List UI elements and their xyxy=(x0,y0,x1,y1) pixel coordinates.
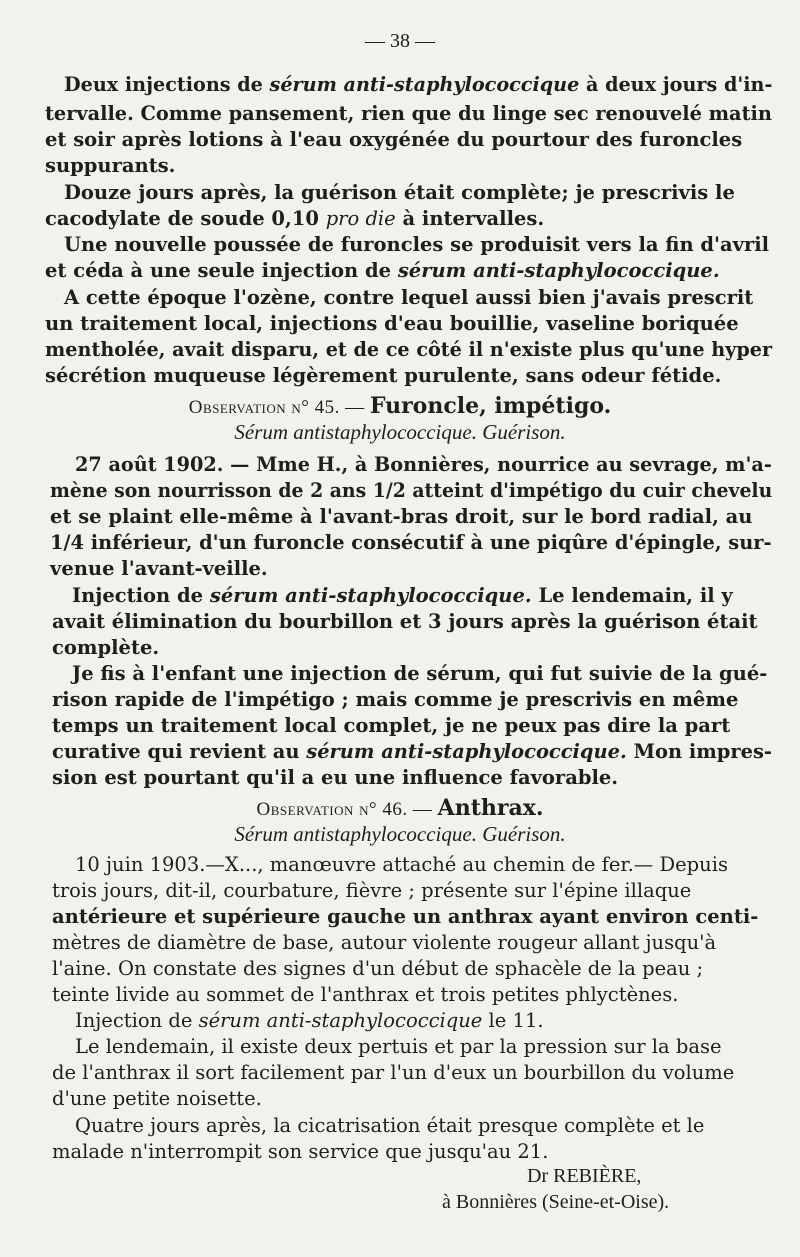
text-line: malade n'interrompit son service que jusqu'au 21. xyxy=(52,1140,549,1163)
text-line xyxy=(45,206,544,232)
italic-text: pro die xyxy=(325,207,396,230)
text: Mon impres- xyxy=(626,740,772,763)
signature-name: Dr REBIÈRE, xyxy=(527,1165,642,1187)
text-line: sion est pourtant qu'il a eu une influence favorable. xyxy=(52,766,619,789)
observation-label: Observation n° 46. — xyxy=(256,799,438,820)
italic-text: sérum anti-staphylococcique. xyxy=(397,259,720,282)
text-line: Une nouvelle poussée de furoncles se produisit vers la fin d'avril xyxy=(64,233,770,256)
text-line: 1/4 inférieur, d'un furoncle consécutif à une piqûre d'épingle, sur- xyxy=(50,531,772,554)
text-line: l'aine. On constate des signes d'un début de sphacèle de la peau ; xyxy=(52,957,704,980)
text-line: mène son nourrisson de 2 ans 1/2 atteint d'impétigo du cuir chevelu xyxy=(50,479,773,502)
text-line: suppurants. xyxy=(45,154,176,177)
observation-title: Furoncle, impétigo. xyxy=(369,393,612,419)
text-line: mentholée, avait disparu, et de ce côté il n'existe plus qu'une hyper xyxy=(45,338,773,361)
observation-subtitle: Sérum antistaphylococcique. Guérison. xyxy=(234,822,566,846)
text-line: avait élimination du bourbillon et 3 jours après la guérison était xyxy=(52,610,758,633)
italic-text: sérum anti-staphylococcique. xyxy=(209,584,532,607)
observation-label: Observation n° 45. — xyxy=(188,397,370,418)
observation-title: Anthrax. xyxy=(437,795,544,821)
text-line: 27 août 1902. — Mme H., à Bonnières, nourrice au sevrage, m'a- xyxy=(75,453,772,476)
text: Deux injections de xyxy=(64,73,270,96)
text-line xyxy=(52,739,772,765)
text: curative qui revient au xyxy=(52,740,307,763)
text-line: venue l'avant-veille. xyxy=(50,557,268,580)
text-line: Le lendemain, il existe deux pertuis et par la pression sur la base xyxy=(75,1035,722,1058)
italic-text: sérum anti-staphylococcique xyxy=(198,1009,483,1032)
text-line: Je fis à l'enfant une injection de sérum, qui fut suivie de la gué- xyxy=(72,662,768,685)
text: cacodylate de soude 0,10 xyxy=(45,207,326,230)
text-line: teinte livide au sommet de l'anthrax et trois petites phlyctènes. xyxy=(52,983,679,1006)
text-line xyxy=(72,583,733,609)
text-line xyxy=(64,72,772,98)
text-line: trois jours, dit-il, courbature, fièvre ; présente sur l'épine illaque xyxy=(52,879,692,902)
italic-text: sérum anti-staphylococcique xyxy=(269,73,580,96)
text-line: de l'anthrax il sort facilement par l'un d'eux un bourbillon du volume xyxy=(52,1061,735,1084)
text-line: et se plaint elle-même à l'avant-bras droit, sur le bord radial, au xyxy=(50,505,753,528)
text: Le lendemain, il y xyxy=(531,584,733,607)
text-line: antérieure et supérieure gauche un anthrax ayant environ centi- xyxy=(52,905,759,928)
text-line: Quatre jours après, la cicatrisation était presque complète et le xyxy=(75,1114,705,1137)
signature-place: à Bonnières (Seine-et-Oise). xyxy=(442,1191,670,1213)
text: à deux jours d'in- xyxy=(579,73,773,96)
text-line: d'une petite noisette. xyxy=(52,1087,262,1110)
text-line: rison rapide de l'impétigo ; mais comme je prescrivis en même xyxy=(52,688,739,711)
text-line: sécrétion muqueuse légèrement purulente, sans odeur fétide. xyxy=(45,364,722,387)
text-line: Douze jours après, la guérison était complète; je prescrivis le xyxy=(64,181,735,204)
text-line: et soir après lotions à l'eau oxygénée du pourtour des furoncles xyxy=(45,128,743,151)
text: le 11. xyxy=(482,1009,544,1032)
text: et céda à une seule injection de xyxy=(45,259,398,282)
text-line: A cette époque l'ozène, contre lequel aussi bien j'avais prescrit xyxy=(64,286,754,309)
text-line xyxy=(45,258,720,284)
text-line: tervalle. Comme pansement, rien que du linge sec renouvelé matin xyxy=(45,102,772,125)
page-number: — 38 — xyxy=(365,30,435,52)
text-line: mètres de diamètre de base, autour violente rougeur allant jusqu'à xyxy=(52,931,717,954)
text-line: temps un traitement local complet, je ne peux pas dire la part xyxy=(52,714,731,737)
text-line: un traitement local, injections d'eau bouillie, vaseline boriquée xyxy=(45,312,739,335)
text: Injection de xyxy=(75,1009,199,1032)
text-line: complète. xyxy=(52,636,160,659)
text: à intervalles. xyxy=(395,207,545,230)
observation-subtitle: Sérum antistaphylococcique. Guérison. xyxy=(234,420,566,444)
text-line xyxy=(75,1008,544,1034)
italic-text: sérum anti-staphylococcique. xyxy=(306,740,627,763)
text-line: 10 juin 1903.—X..., manœuvre attaché au chemin de fer.— Depuis xyxy=(75,853,728,876)
text: Injection de xyxy=(72,584,210,607)
